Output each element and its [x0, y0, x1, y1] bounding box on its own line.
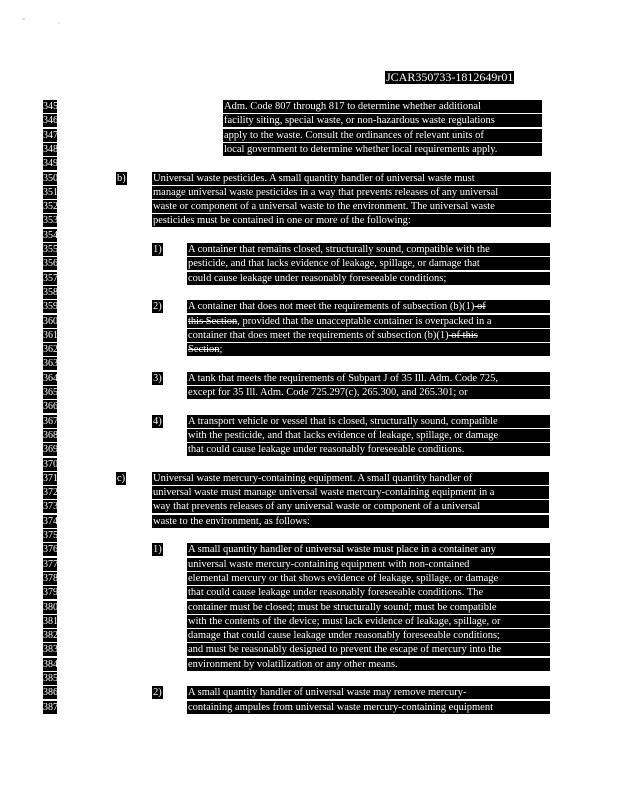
line-number: 383 [43, 644, 58, 655]
line-text: except for 35 Ill. Adm. Code 725.297(c), 265.300, and 265.301; or [188, 387, 468, 398]
text-line [223, 114, 542, 127]
line-text: manage universal waste pesticides in a way that prevents releases of any universal [153, 187, 499, 198]
text-line [152, 472, 549, 485]
text-line [187, 543, 550, 556]
line-text: waste or component of a universal waste to the environment. The universal waste [153, 201, 495, 212]
text-line [187, 300, 550, 313]
text-line [187, 429, 550, 442]
text-line [152, 200, 551, 213]
line-number: 345 [43, 101, 58, 112]
line-number: 349 [43, 158, 58, 169]
scan-speck [58, 22, 60, 24]
text-line [223, 129, 542, 142]
line-text: with the contents of the device; must lack evidence of leakage, spillage, or [188, 616, 501, 627]
line-number: 376 [43, 544, 58, 555]
line-text: ; [219, 344, 223, 355]
line-text: could cause leakage under reasonably foreseeable conditions; [188, 273, 447, 284]
line-text: way that prevents releases of any universal waste or component of a universal [153, 501, 481, 512]
line-text: pesticides must be contained in one or more of the following: [153, 215, 411, 226]
text-line [187, 415, 550, 428]
text-line [187, 315, 550, 328]
line-text: container that does meet the requirements of subsection (b)(1) [188, 330, 449, 341]
text-line [187, 615, 550, 628]
text-line [187, 686, 550, 699]
subsection-label: 3) [153, 373, 162, 384]
scan-speck [22, 18, 25, 20]
line-text: universal waste mercury-containing equipment with non-contained [188, 559, 470, 570]
line-text: that could cause leakage under reasonably foreseeable conditions. The [188, 587, 484, 598]
line-text: that could cause leakage under reasonably foreseeable conditions. [188, 444, 465, 455]
line-number: 359 [43, 301, 58, 312]
text-line [152, 186, 551, 199]
line-text: , provided that the unacceptable container is overpacked in a [237, 316, 492, 327]
text-line [187, 329, 550, 342]
line-text: damage that could cause leakage under reasonably foreseeable conditions; [188, 630, 500, 641]
line-text: A tank that meets the requirements of Subpart J of 35 Ill. Adm. Code 725, [188, 373, 498, 384]
text-line [187, 601, 550, 614]
line-text: waste to the environment, as follows: [153, 516, 310, 527]
deleted-text: this Section [188, 316, 238, 327]
document-id: JCAR350733-1812649r01 [386, 70, 514, 84]
line-number: 381 [43, 616, 58, 627]
line-number: 360 [43, 316, 58, 327]
text-line [187, 443, 550, 456]
subsection-label: c) [117, 473, 126, 484]
deleted-text: Section [188, 344, 220, 355]
text-line [152, 214, 551, 227]
subsection-label: 1) [153, 244, 162, 255]
subsection-label: 2) [153, 301, 162, 312]
line-number: 366 [43, 401, 58, 412]
line-number: 372 [43, 487, 58, 498]
line-number: 351 [43, 187, 58, 198]
text-line [187, 372, 550, 385]
line-number: 365 [43, 387, 58, 398]
line-text: A container that remains closed, structurally sound, compatible with the [188, 244, 490, 255]
line-text: pesticide, and that lacks evidence of leakage, spillage, or damage that [188, 258, 480, 269]
subsection-label: 1) [153, 544, 162, 555]
line-number: 354 [43, 230, 58, 241]
line-number: 350 [43, 173, 58, 184]
line-number: 347 [43, 130, 58, 141]
line-number: 385 [43, 673, 58, 684]
line-number: 356 [43, 258, 58, 269]
line-text: Universal waste mercury-containing equipment. A small quantity handler of [153, 473, 473, 484]
line-text: apply to the waste. Consult the ordinances of relevant units of [224, 130, 484, 141]
line-number: 384 [43, 659, 58, 670]
line-text: Adm. Code 807 through 817 to determine whether additional [224, 101, 481, 112]
text-line [187, 643, 550, 656]
line-number: 358 [43, 287, 58, 298]
line-text: environment by volatilization or any other means. [188, 659, 398, 670]
line-number: 367 [43, 416, 58, 427]
text-line [152, 486, 549, 499]
text-line [187, 558, 550, 571]
text-line [152, 515, 549, 528]
line-text: A transport vehicle or vessel that is closed, structurally sound, compatible [188, 416, 498, 427]
text-line [187, 629, 550, 642]
line-text: and must be reasonably designed to prevent the escape of mercury into the [188, 644, 502, 655]
line-text: containing ampules from universal waste mercury-containing equipment [188, 702, 493, 713]
text-line [187, 257, 550, 270]
line-number: 362 [43, 344, 58, 355]
subsection-label: b) [117, 173, 126, 184]
text-line [187, 701, 550, 714]
text-line [152, 500, 549, 513]
line-number: 379 [43, 587, 58, 598]
line-number: 361 [43, 330, 58, 341]
line-number: 357 [43, 273, 58, 284]
line-text: elemental mercury or that shows evidence of leakage, spillage, or damage [188, 573, 499, 584]
line-number: 363 [43, 358, 58, 369]
line-number: 375 [43, 530, 58, 541]
line-number: 377 [43, 559, 58, 570]
line-text: with the pesticide, and that lacks evidence of leakage, spillage, or damage [188, 430, 499, 441]
line-text: universal waste must manage universal waste mercury-containing equipment in a [153, 487, 495, 498]
line-number: 387 [43, 702, 58, 713]
line-number: 352 [43, 201, 58, 212]
line-number: 353 [43, 215, 58, 226]
text-line [223, 143, 542, 156]
line-number: 355 [43, 244, 58, 255]
line-text: A container that does not meet the requirements of subsection (b)(1) [188, 301, 475, 312]
line-text: Universal waste pesticides. A small quantity handler of universal waste must [153, 173, 475, 184]
line-number: 369 [43, 444, 58, 455]
line-number: 364 [43, 373, 58, 384]
text-line [187, 343, 550, 356]
line-number: 371 [43, 473, 58, 484]
deleted-text: of [474, 301, 486, 312]
line-number: 386 [43, 687, 58, 698]
line-number: 370 [43, 459, 58, 470]
line-number: 378 [43, 573, 58, 584]
line-number: 346 [43, 115, 58, 126]
text-line [223, 100, 542, 113]
text-line [187, 386, 550, 399]
deleted-text: of this [448, 330, 478, 341]
text-line [187, 586, 550, 599]
line-number: 374 [43, 516, 58, 527]
line-text: A small quantity handler of universal waste must place in a container any [188, 544, 496, 555]
text-line [152, 172, 551, 185]
text-line [187, 243, 550, 256]
line-number: 348 [43, 144, 58, 155]
line-text: local government to determine whether local requirements apply. [224, 144, 498, 155]
text-line [187, 658, 550, 671]
text-line [187, 272, 550, 285]
subsection-label: 4) [153, 416, 162, 427]
line-text: A small quantity handler of universal waste may remove mercury- [188, 687, 467, 698]
line-number: 380 [43, 602, 58, 613]
line-text: container must be closed; must be structurally sound; must be compatible [188, 602, 497, 613]
text-line [187, 572, 550, 585]
line-number: 382 [43, 630, 58, 641]
line-text: facility siting, special waste, or non-hazardous waste regulations [224, 115, 495, 126]
subsection-label: 2) [153, 687, 162, 698]
line-number: 368 [43, 430, 58, 441]
line-number: 373 [43, 501, 58, 512]
